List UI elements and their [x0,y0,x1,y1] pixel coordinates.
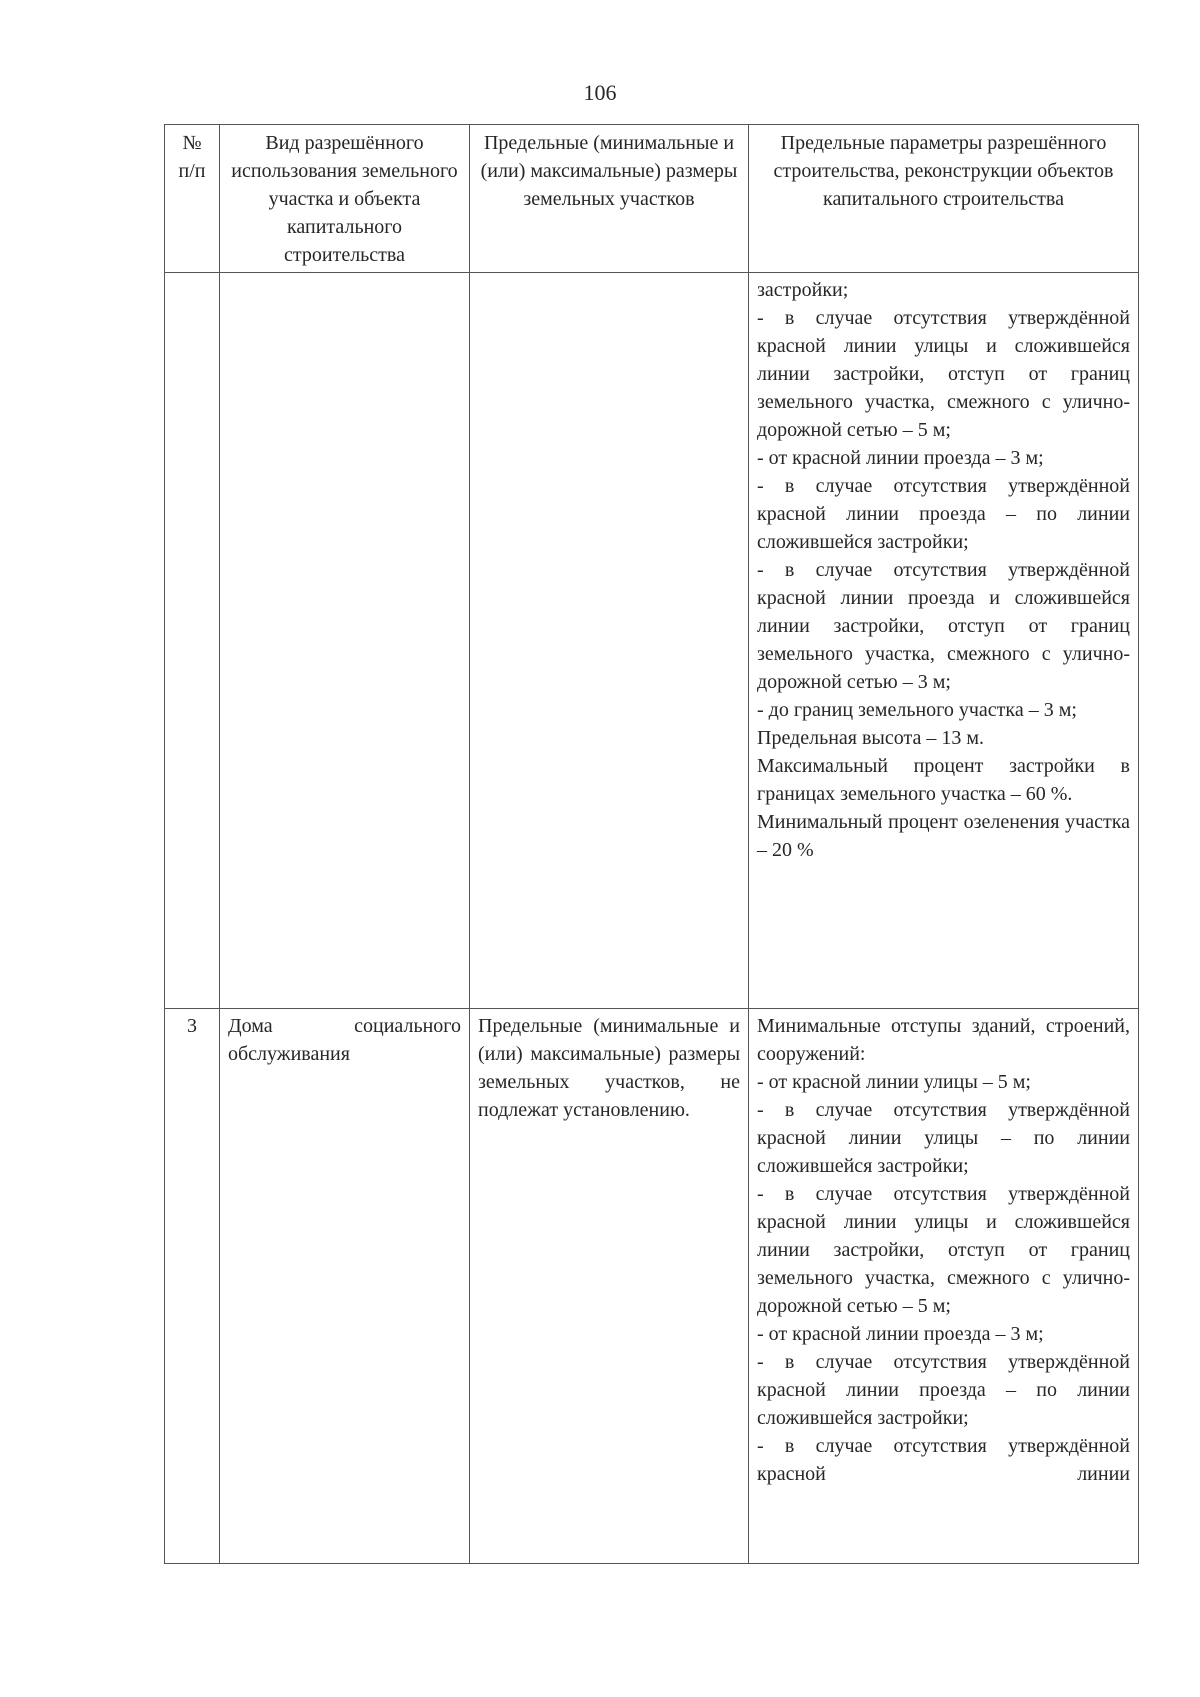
param-line: Минимальный процент озеленения участка – 20 % [757,811,1130,861]
param-line: - в случае отсутствия утверждённой красной линии улицы и сложившейся линии застройки, отступ от границ земельного участка, смежного с улично-дорожной сетью – 5 м; [757,307,1130,441]
cell-plot-size [470,273,749,1009]
param-line: - от красной линии улицы – 5 м; [757,1071,1031,1093]
param-line: - в случае отсутствия утверждённой красной линии проезда и сложившейся линии застройки, отступ от границ земельного участка, смежного с улично-дорожной сетью – 3 м; [757,559,1130,693]
cell-plot-size [470,1009,749,1564]
zoning-parameters-table [164,124,1139,1564]
table-row [165,1009,1139,1564]
cell-build-params [749,1009,1139,1564]
param-line: - до границ земельного участка – 3 м; [757,699,1077,721]
param-line: Максимальный процент застройки в границах земельного участка – 60 %. [757,755,1130,805]
header-row [165,125,1139,273]
header-build-params: Предельные параметры разрешённого строительства, реконструкции объектов капитального строительства [749,125,1139,273]
param-line: Предельная высота – 13 м. [757,727,985,749]
cell-build-params [749,273,1139,1009]
header-use-type: Вид разрешённого использования земельного участка и объекта капитального строительства [220,125,470,273]
table-header [165,125,1139,273]
cell-number: 3 [165,1009,220,1564]
plot-size-text: Предельные (минимальные и (или) максимальные) размеры земельных участков, не подлежат установлению. [478,1015,740,1121]
use-type-text: Дома социального обслуживания [228,1015,461,1065]
param-line: - в случае отсутствия утверждённой красной линии проезда – по линии сложившейся застройки; [757,1351,1130,1429]
param-line: - в случае отсутствия утверждённой красной линии улицы и сложившейся линии застройки, отступ от границ земельного участка, смежного с улично-дорожной сетью – 5 м; [757,1183,1130,1317]
param-line: - в случае отсутствия утверждённой красной линии проезда – по линии сложившейся застройки; [757,475,1130,553]
header-plot-size: Предельные (минимальные и (или) максимальные) размеры земельных участков [470,125,749,273]
table-body [165,273,1139,1564]
cell-number [165,273,220,1009]
param-line: - в случае отсутствия утверждённой красной линии [757,1435,1130,1485]
page-number: 106 [583,80,617,105]
param-line: - от красной линии проезда – 3 м; [757,447,1044,469]
param-line: застройки; [757,279,849,301]
cell-use-type [220,1009,470,1564]
cell-use-type [220,273,470,1009]
param-line: - в случае отсутствия утверждённой красной линии улицы – по линии сложившейся застройки; [757,1099,1130,1177]
param-line: - от красной линии проезда – 3 м; [757,1323,1044,1345]
header-number: № п/п [165,125,220,273]
table-row-continuation [165,273,1139,1009]
param-line: Минимальные отступы зданий, строений, сооружений: [757,1015,1130,1065]
